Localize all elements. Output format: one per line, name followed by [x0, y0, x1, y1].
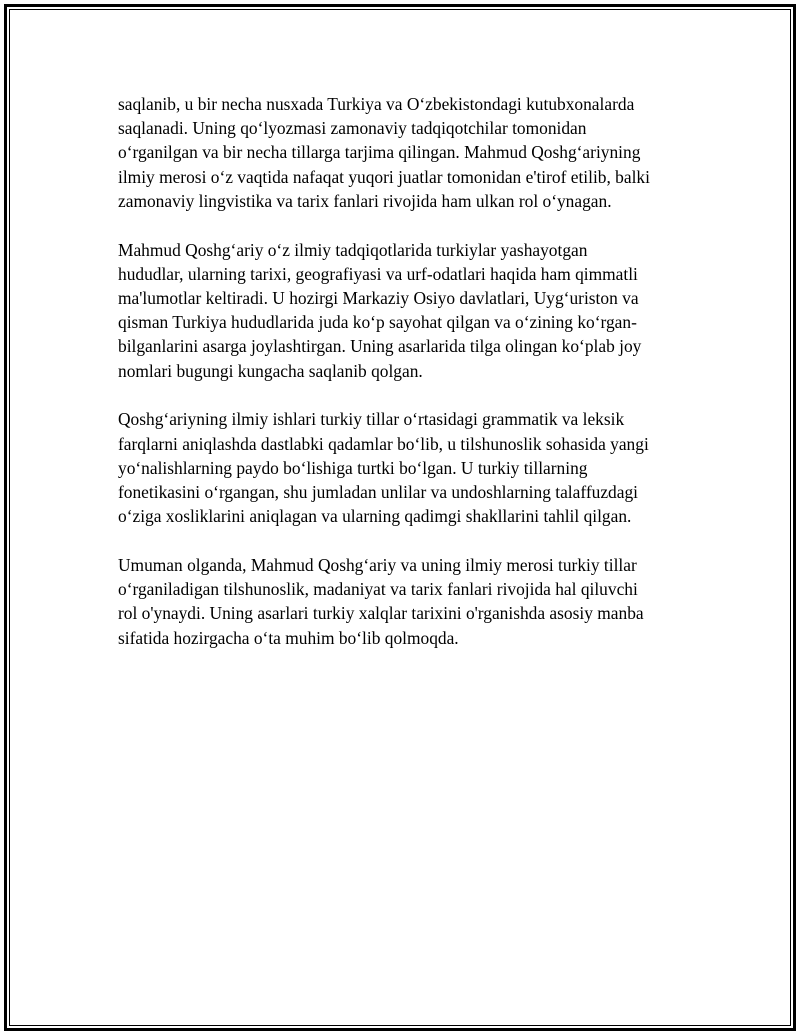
paragraph-line: Qoshg‘ariyning ilmiy ishlari turkiy tillar o‘rtasidagi grammatik va leksik: [118, 409, 625, 430]
paragraph-line: ma'lumotlar keltiradi. U hozirgi Markaziy Osiyo davlatlari, Uyg‘uriston va: [118, 288, 639, 309]
paragraph-line: yo‘nalishlarning paydo bo‘lishiga turtki bo‘lgan. U turkiy tillarning: [118, 457, 588, 478]
paragraph-line: saqlanib, u bir necha nusxada Turkiya va O‘zbekistondagi kutubxonalarda: [118, 94, 635, 114]
paragraph-3: [118, 407, 692, 528]
paragraph-line: hududlar, ularning tarixi, geografiyasi va urf-odatlari haqida ham qimmatli: [118, 263, 638, 284]
paragraph-line: saqlanadi. Uning qo‘lyozmasi zamonaviy tadqiqotchilar tomonidan: [118, 118, 587, 139]
paragraph-line: bilganlarini asarga joylashtirgan. Uning asarlarida tilga olingan ko‘plab joy: [118, 336, 642, 357]
paragraph-line: ilmiy merosi o‘z vaqtida nafaqat yuqori juatlar tomonidan e'tirof etilib, balki: [118, 166, 650, 187]
document-body: [118, 92, 692, 674]
paragraph-line: rol o'ynaydi. Uning asarlari turkiy xalqlar tarixini o'rganishda asosiy manba: [118, 603, 644, 624]
paragraph-line: zamonaviy lingvistika va tarix fanlari rivojida ham ulkan rol o‘ynagan.: [118, 190, 612, 211]
paragraph-line: o‘rganiladigan tilshunoslik, madaniyat va tarix fanlari rivojida hal qiluvchi: [118, 579, 638, 600]
paragraph-2: [118, 238, 692, 383]
paragraph-line: fonetikasini o‘rgangan, shu jumladan unlilar va undoshlarning talaffuzdagi: [118, 482, 638, 503]
paragraph-line: qisman Turkiya hududlarida juda ko‘p sayohat qilgan va o‘zining ko‘rgan-: [118, 312, 637, 333]
paragraph-line: nomlari bugungi kungacha saqlanib qolgan.: [118, 360, 423, 381]
paragraph-line: o‘ziga xosliklarini aniqlagan va ularning qadimgi shakllarini tahlil qilgan.: [118, 506, 632, 527]
paragraph-1: [118, 92, 692, 213]
paragraph-line: sifatida hozirgacha o‘ta muhim bo‘lib qolmoqda.: [118, 627, 459, 648]
paragraph-4: [118, 553, 692, 650]
paragraph-line: Umuman olganda, Mahmud Qoshg‘ariy va uning ilmiy merosi turkiy tillar: [118, 555, 637, 576]
paragraph-line: farqlarni aniqlashda dastlabki qadamlar bo‘lib, u tilshunoslik sohasida yangi: [118, 433, 649, 454]
paragraph-line: Mahmud Qoshg‘ariy o‘z ilmiy tadqiqotlarida turkiylar yashayotgan: [118, 239, 588, 260]
paragraph-line: o‘rganilgan va bir necha tillarga tarjima qilingan. Mahmud Qoshg‘ariyning: [118, 142, 641, 163]
